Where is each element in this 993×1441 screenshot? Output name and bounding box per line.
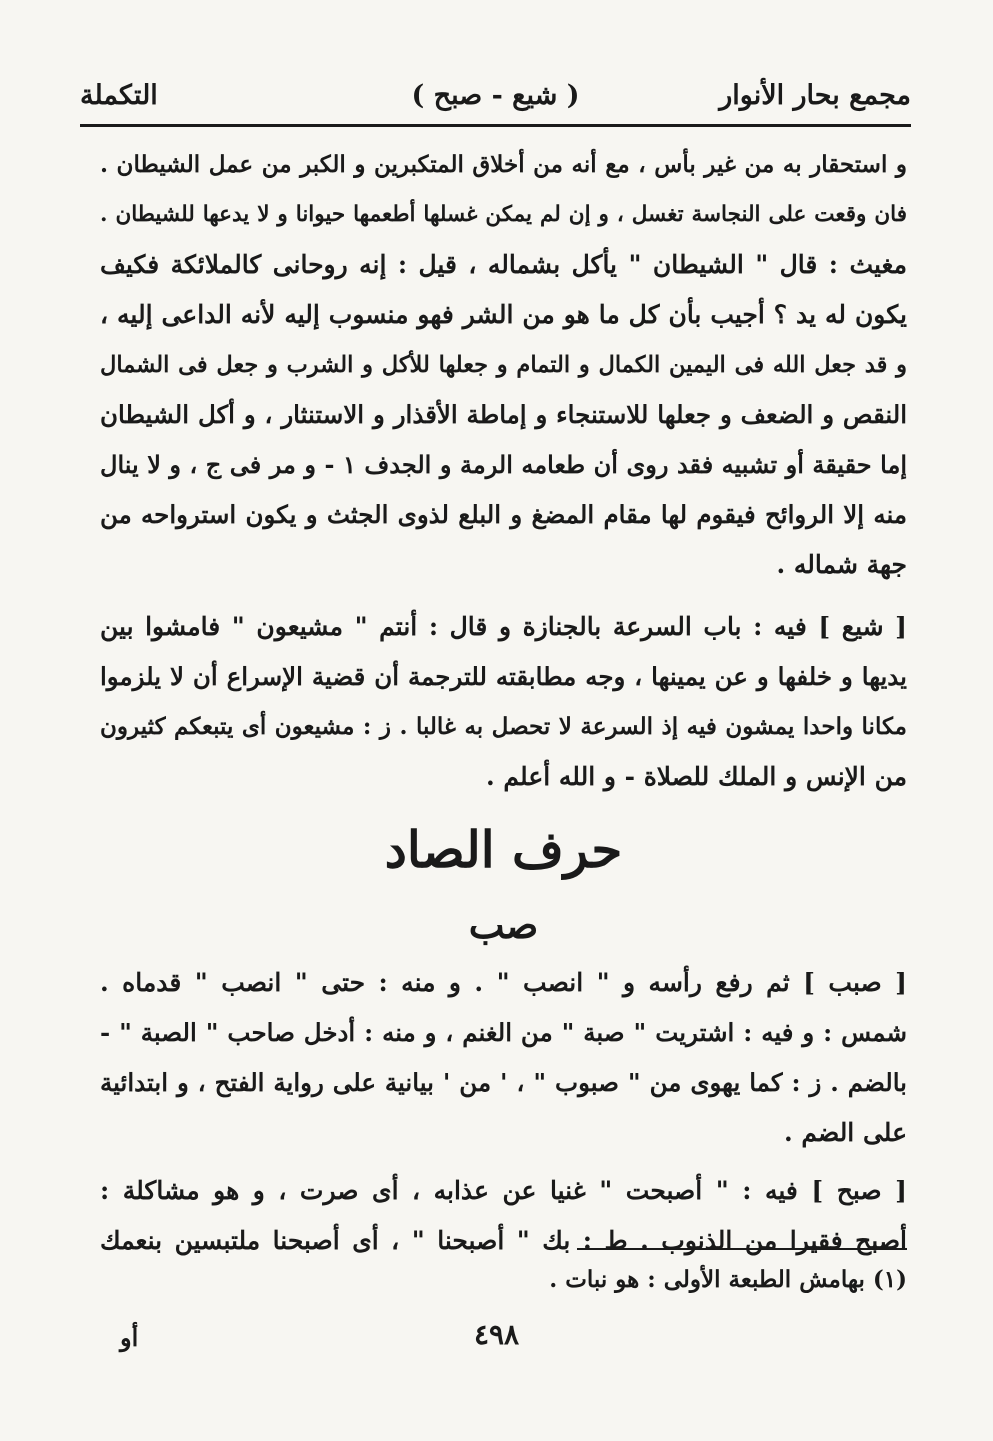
text-line: يديها و خلفها و عن يمينها ، وجه مطابقته للترجمة أن قضية الإسراع أن لا يلزموا: [100, 662, 907, 691]
paragraph: [100, 140, 907, 590]
text-line: إما حقيقة أو تشبيه فقد روى أن طعامه الرمة و الجدف ١ - و مر فى ج ، و لا ينال: [100, 450, 907, 479]
catchword: أو: [120, 1323, 139, 1352]
page-header: [80, 80, 911, 130]
text-line: من الإنس و الملك للصلاة - و الله أعلم .: [486, 762, 907, 791]
text-line: منه إلا الروائح فيقوم لها مقام المضغ و البلع لذوى الجثث و يكون استرواحه من: [100, 500, 907, 529]
text-line: أصبح فقيرا من الذنوب . ط : بك " أصبحنا " ، أى أصبحنا ملتبسين بنعمك: [100, 1226, 907, 1255]
section-title: حرف الصاد: [384, 820, 623, 879]
footnote-rule: [577, 1248, 907, 1250]
text-line: على الضم .: [783, 1118, 907, 1147]
section-range: ( شيع - صبح ): [411, 80, 580, 111]
page-number: ٤٩٨: [473, 1318, 520, 1351]
text-line: يكون له يد ؟ أجيب بأن كل ما هو من الشر فهو منسوب إليه لأنه الداعى إليه ،: [100, 300, 907, 329]
text-line: [ شيع ] فيه : باب السرعة بالجنازة و قال : أنتم " مشيعون " فامشوا بين: [100, 612, 907, 641]
text-line: مغيث : قال " الشيطان " يأكل بشماله ، قيل : إنه روحانى كالملائكة فكيف: [100, 250, 907, 279]
page-body: [100, 140, 907, 1266]
book-title: مجمع بحار الأنوار: [719, 80, 911, 111]
text-line: و استحقار به من غير بأس ، مع أنه من أخلاق المتكبرين و الكبر من عمل الشيطان .: [100, 151, 907, 178]
paragraph: [100, 1166, 907, 1266]
text-line: فان وقعت على النجاسة تغسل ، و إن لم يمكن غسلها أطعمها حيوانا و لا يدعها للشيطان .: [100, 202, 907, 227]
header-rule: [80, 124, 911, 127]
text-line: النقص و الضعف و جعلها للاستنجاء و إماطة الأقذار و الاستنثار ، و أكل الشيطان: [100, 400, 907, 429]
part-label: التكملة: [80, 80, 158, 111]
text-line: و قد جعل الله فى اليمين الكمال و التمام و جعلها للأكل و الشرب و جعل فى الشمال: [100, 352, 907, 378]
text-line: [ صبح ] فيه : " أصبحت " غنيا عن عذابه ، أى صرت ، و هو مشاكلة :: [100, 1176, 907, 1205]
paragraph: [100, 958, 907, 1158]
root-title: صب: [468, 902, 539, 947]
paragraph: [100, 602, 907, 802]
text-line: [ صبب ] ثم رفع رأسه و " انصب " . و منه : حتى " انصب " قدماه .: [100, 968, 907, 997]
text-line: جهة شماله .: [776, 550, 907, 579]
text-line: بالضم . ز : كما يهوى من " صبوب " ، ' من ' بيانية على رواية الفتح ، و ابتدائية: [100, 1068, 907, 1097]
footnote: (١) بهامش الطبعة الأولى : هو نبات .: [549, 1266, 907, 1293]
text-line: مكانا واحدا يمشون فيه إذ السرعة لا تحصل به غالبا . ز : مشيعون أى يتبعكم كثيرون: [100, 713, 907, 740]
text-line: شمس : و فيه : اشتريت " صبة " من الغنم ، و منه : أدخل صاحب " الصبة " -: [100, 1018, 907, 1047]
